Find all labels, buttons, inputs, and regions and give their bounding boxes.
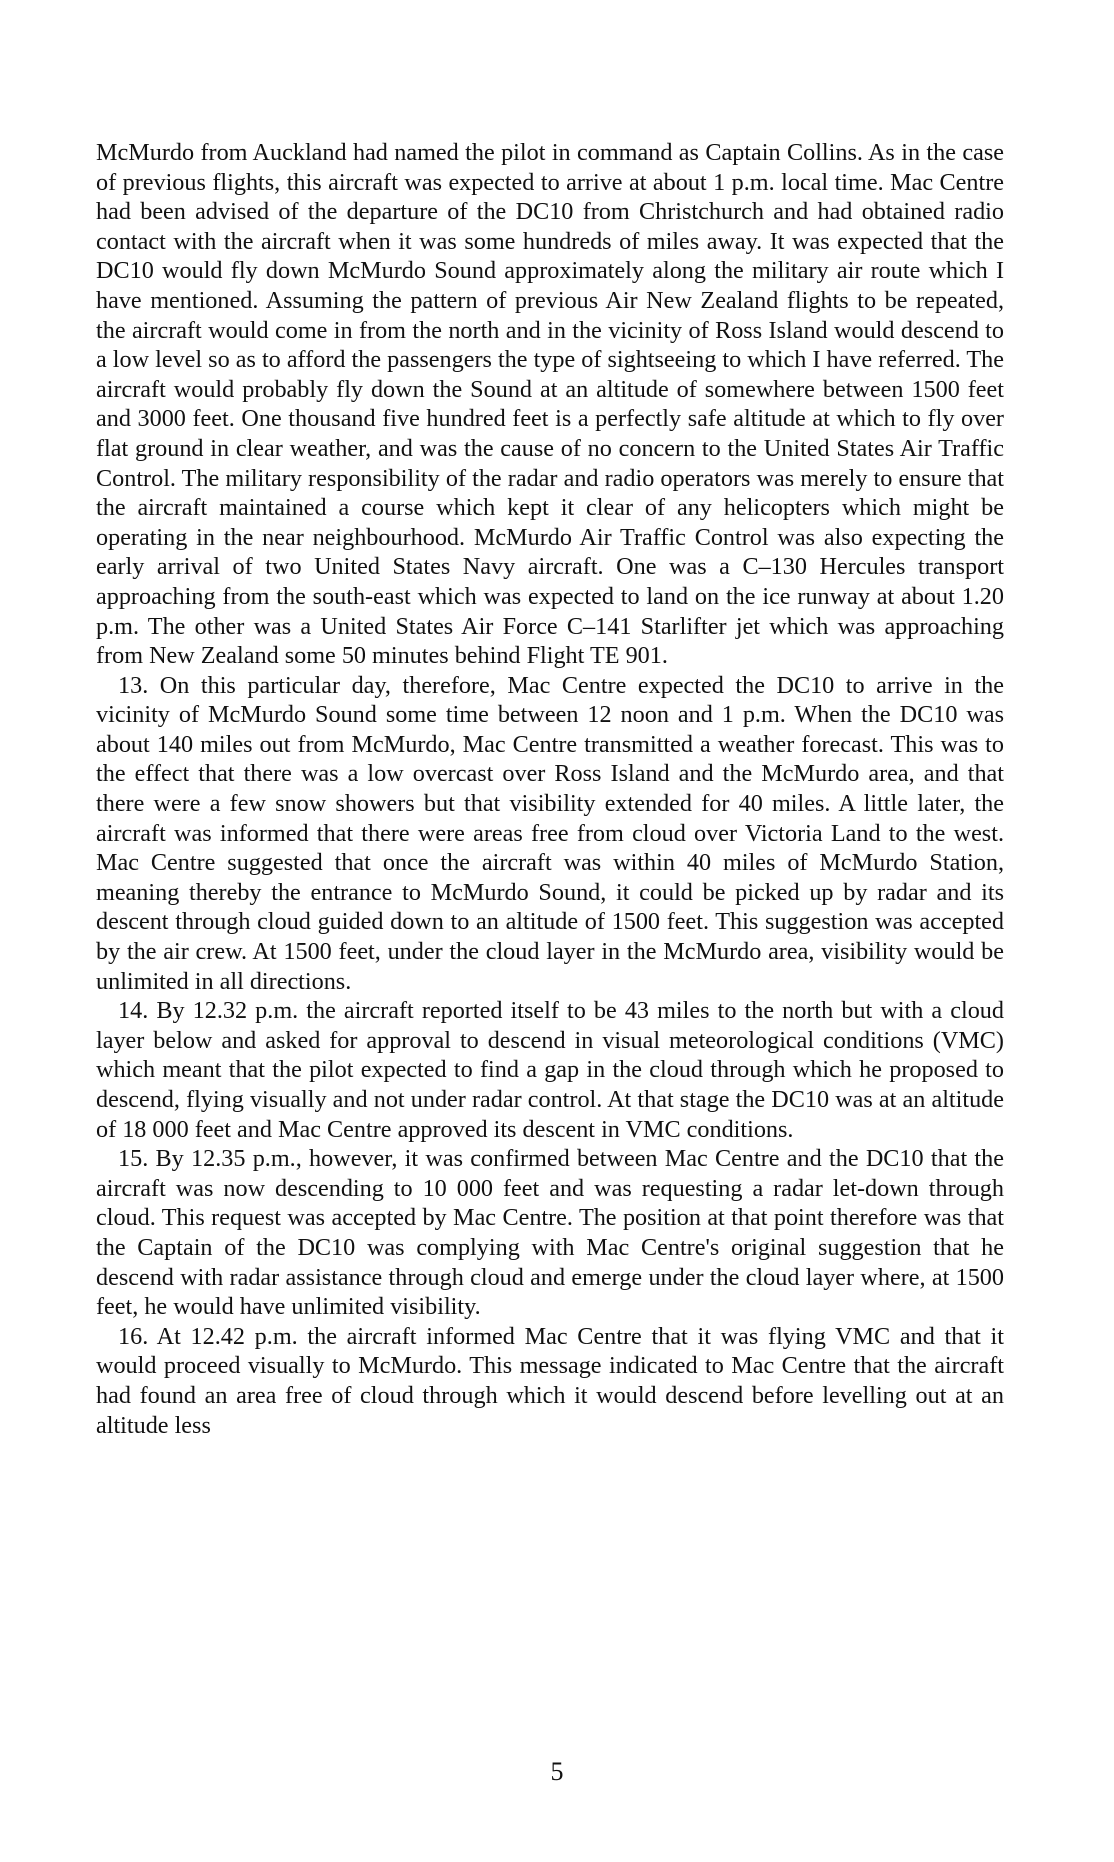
body-text xyxy=(96,138,1004,1440)
paragraph-13: 13. On this particular day, therefore, Mac Centre expected the DC10 to arrive in the vicinity of McMurdo Sound some time between 12 noon and 1 p.m. When the DC10 was about 140 miles out from McMurdo, Mac Centre transmitted a weather forecast. This was to the effect that there was a low overcast over Ross Island and the McMurdo area, and that there were a few snow showers but that visibility extended for 40 miles. A little later, the aircraft was informed that there were areas free from cloud over Victoria Land to the west. Mac Centre suggested that once the aircraft was within 40 miles of McMurdo Station, meaning thereby the entrance to McMurdo Sound, it could be picked up by radar and its descent through cloud guided down to an altitude of 1500 feet. This suggestion was accepted by the air crew. At 1500 feet, under the cloud layer in the McMurdo area, visibility would be unlimited in all directions. xyxy=(96,671,1004,995)
page-number: 5 xyxy=(550,1757,564,1786)
paragraph-continuation: McMurdo from Auckland had named the pilot in command as Captain Collins. As in the case of previous flights, this aircraft was expected to arrive at about 1 p.m. local time. Mac Centre had been advised of the departure of the DC10 from Christchurch and had obtained radio contact with the aircraft when it was some hundreds of miles away. It was expected that the DC10 would fly down McMurdo Sound approximately along the military air route which I have mentioned. Assuming the pattern of previous Air New Zealand flights to be repeated, the aircraft would come in from the north and in the vicinity of Ross Island would descend to a low level so as to afford the passengers the type of sightseeing to which I have referred. The aircraft would probably fly down the Sound at an altitude of somewhere between 1500 feet and 3000 feet. One thousand five hundred feet is a perfectly safe altitude at which to fly over flat ground in clear weather, and was the cause of no concern to the United States Air Traffic Control. The military responsibility of the radar and radio operators was merely to ensure that the aircraft maintained a course which kept it clear of any helicopters which might be operating in the near neighbourhood. McMurdo Air Traffic Control was also expecting the early arrival of two United States Navy aircraft. One was a C–130 Hercules transport approaching from the south-east which was expected to land on the ice runway at about 1.20 p.m. The other was a United States Air Force C–141 Starlifter jet which was approaching from New Zealand some 50 minutes behind Flight TE 901. xyxy=(96,139,1004,670)
paragraph-15: 15. By 12.35 p.m., however, it was confirmed between Mac Centre and the DC10 that the aircraft was now descending to 10 000 feet and was requesting a radar let-down through cloud. This request was accepted by Mac Centre. The position at that point therefore was that the Captain of the DC10 was complying with Mac Centre's original suggestion that he descend with radar assistance through cloud and emerge under the cloud layer where, at 1500 feet, he would have unlimited visibility. xyxy=(96,1145,1004,1321)
paragraph-16: 16. At 12.42 p.m. the aircraft informed Mac Centre that it was flying VMC and that it would proceed visually to McMurdo. This message indicated to Mac Centre that the aircraft had found an area free of cloud through which it would descend before levelling out at an altitude less xyxy=(96,1322,1004,1439)
paragraph-14: 14. By 12.32 p.m. the aircraft reported itself to be 43 miles to the north but with a cloud layer below and asked for approval to descend in visual meteorological conditions (VMC) which meant that the pilot expected to find a gap in the cloud through which he proposed to descend, flying visually and not under radar control. At that stage the DC10 was at an altitude of 18 000 feet and Mac Centre approved its descent in VMC conditions. xyxy=(96,997,1004,1143)
